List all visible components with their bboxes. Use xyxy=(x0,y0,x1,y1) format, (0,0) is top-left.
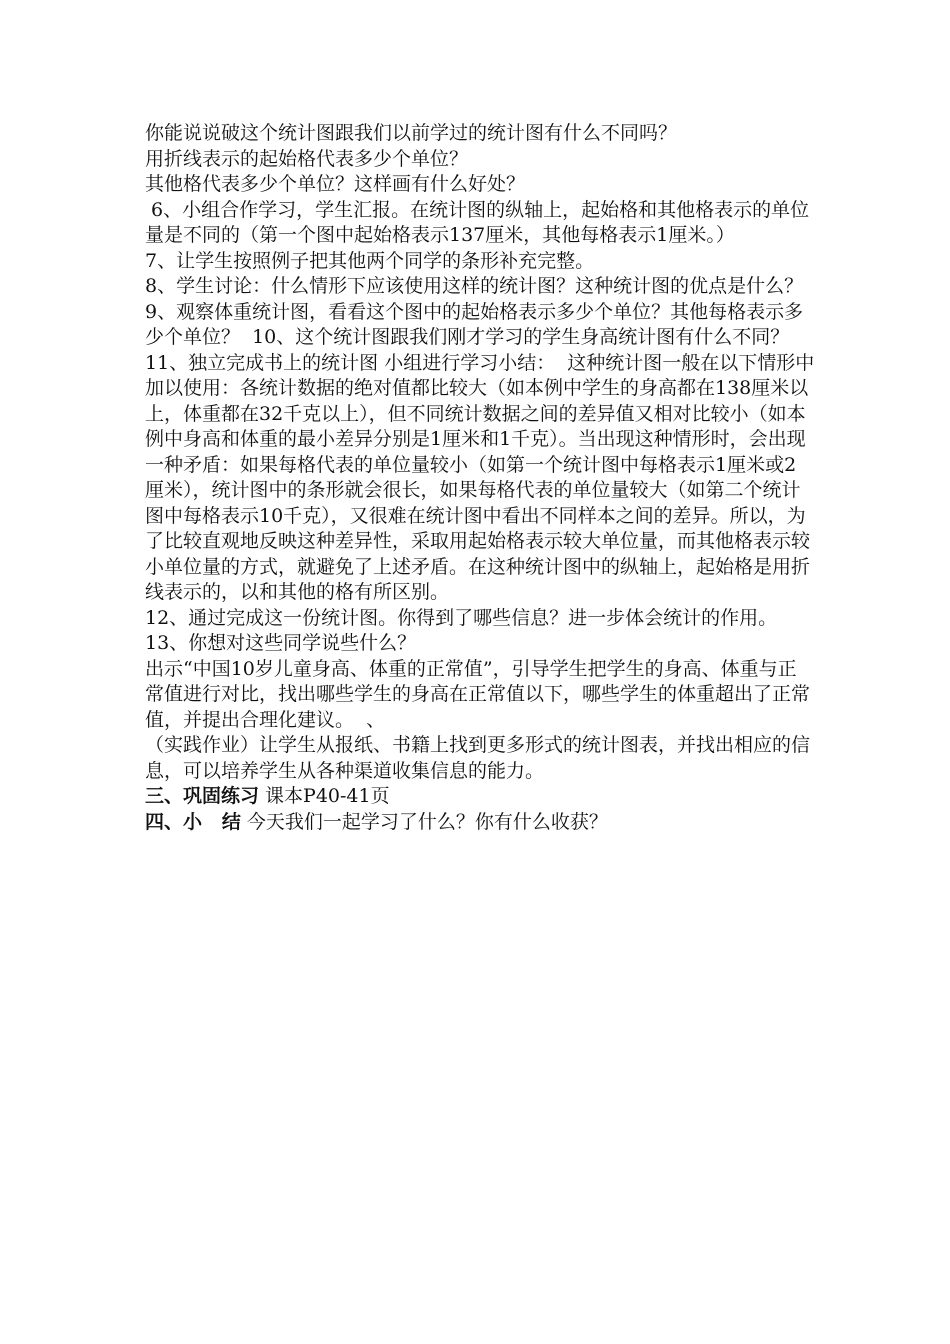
paragraph-question-other-cells: 其他格代表多少个单位？这样画有什么好处？ xyxy=(145,173,526,195)
section-summary-heading: 四、小 结 xyxy=(145,810,241,833)
paragraph-step-12: 12、通过完成这一份统计图。你得到了哪些信息？进一步体会统计的作用。 xyxy=(145,606,778,629)
paragraph-practice-homework: （实践作业）让学生从报纸、书籍上找到更多形式的统计图表，并找出相应的信息，可以培养学生从各种渠道收集信息的能力。 xyxy=(145,734,811,782)
paragraph-step-11-summary: 11、独立完成书上的统计图 小组进行学习小结： 这种统计图一般在以下情形中加以使用：各统计数据的绝对值都比较大（如本例中学生的身高都在138厘米以上，体重都在32千克以上），但不同统计数据之间的差异值又相对比较小（如本例中身高和体重的最小差异分别是1厘米和1千克）。当出现这种情形时，会出现一种矛盾：如果每格代表的单位量较小（如第一个统计图中每格表示1厘米或2厘米），统计图中的条形就会很长，如果每格代表的单位量较大（如第二个统计图中每格表示10千克），又很难在统计图中看出不同样本之间的差异。所以，为了比较直观地反映这种差异性，采取用起始格表示较大单位量，而其他格表示较小单位量的方式，就避免了上述矛盾。在这种统计图中的纵轴上，起始格是用折线表示的，以和其他的格有所区别。 xyxy=(145,351,815,603)
section-consolidation-heading: 三、巩固练习 xyxy=(145,785,260,807)
section-consolidation xyxy=(145,784,815,810)
section-consolidation-text: 课本P40-41页 xyxy=(259,785,390,807)
paragraph-step-13: 13、你想对这些同学说些什么？ xyxy=(145,632,417,654)
paragraph-step-7: 7、让学生按照例子把其他两个同学的条形补充完整。 xyxy=(145,249,595,272)
paragraph-step-8: 8、学生讨论：什么情形下应该使用这样的统计图？这种统计图的优点是什么？ xyxy=(145,275,804,297)
section-summary-text: 今天我们一起学习了什么？你有什么收获？ xyxy=(240,810,608,833)
paragraph-question-start-cell: 用折线表示的起始格代表多少个单位？ xyxy=(145,147,469,170)
paragraph-question-difference: 你能说说破这个统计图跟我们以前学过的统计图有什么不同吗？ xyxy=(145,122,678,144)
paragraph-step-9-10: 9、观察体重统计图，看看这个图中的起始格表示多少个单位？其他每格表示多少个单位？ 10、这个统计图跟我们刚才学习的学生身高统计图有什么不同？ xyxy=(145,300,804,348)
paragraph-step-6: 6、小组合作学习，学生汇报。在统计图的纵轴上，起始格和其他格表示的单位量是不同的（第一个图中起始格表示137厘米，其他每格表示1厘米。） xyxy=(145,198,810,246)
document-body xyxy=(145,121,815,835)
paragraph-normal-values: 出示“中国10岁儿童身高、体重的正常值”，引导学生把学生的身高、体重与正常值进行对比，找出哪些学生的身高在正常值以下，哪些学生的体重超出了正常值，并提出合理化建议。 、 xyxy=(145,657,811,731)
section-summary xyxy=(145,810,815,836)
